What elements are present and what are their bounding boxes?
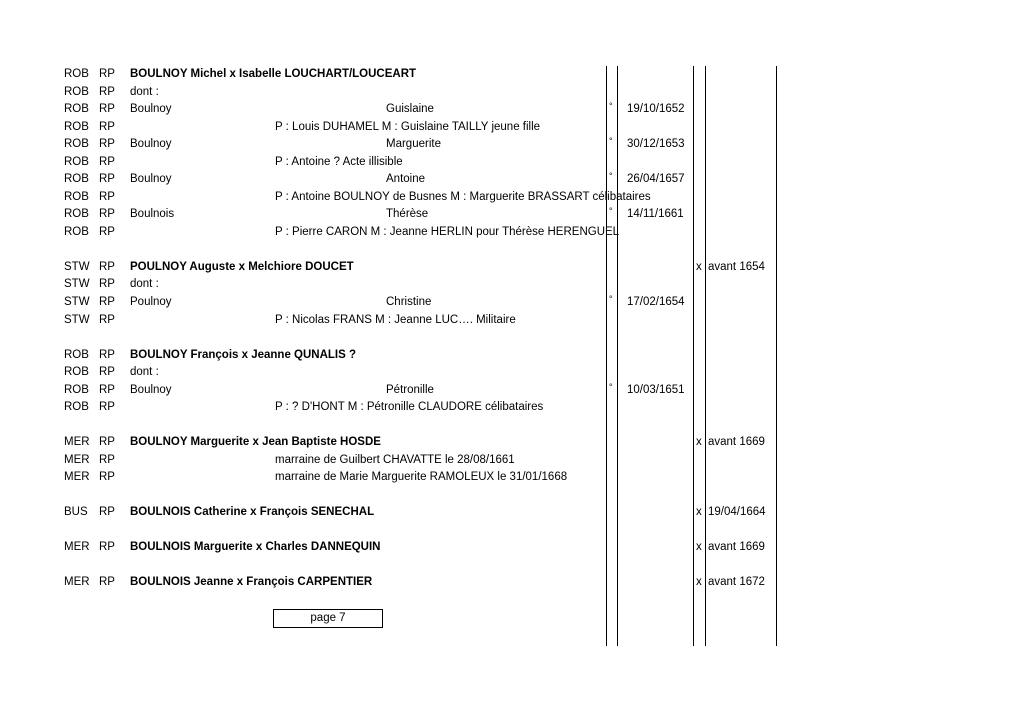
record-note: P : Nicolas FRANS M : Jeanne LUC…. Militaire: [275, 314, 516, 326]
record-rp: RP: [99, 366, 115, 378]
record-note: P : Antoine ? Acte illisible: [275, 156, 403, 168]
record-row: [0, 119, 1024, 136]
record-rp: RP: [99, 138, 115, 150]
record-name: Boulnoy: [130, 103, 172, 115]
record-code: STW: [64, 278, 90, 290]
record-code: STW: [64, 314, 90, 326]
record-rp: RP: [99, 121, 115, 133]
record-name: POULNOY Auguste x Melchiore DOUCET: [130, 261, 354, 273]
marriage-date: avant 1654: [708, 261, 765, 273]
record-rp: RP: [99, 576, 115, 588]
record-code: ROB: [64, 68, 89, 80]
record-row: [0, 294, 1024, 311]
page-number: page 7: [310, 612, 346, 624]
record-rp: RP: [99, 436, 115, 448]
record-rp: RP: [99, 226, 115, 238]
marriage-mark: x: [696, 541, 702, 553]
record-code: ROB: [64, 103, 89, 115]
marriage-date: 19/04/1664: [708, 506, 766, 518]
record-note: P : ? D'HONT M : Pétronille CLAUDORE célibataires: [275, 401, 544, 413]
record-rp: RP: [99, 173, 115, 185]
record-rp: RP: [99, 384, 115, 396]
record-row: [0, 154, 1024, 171]
record-date: 10/03/1651: [627, 384, 685, 396]
record-code: ROB: [64, 156, 89, 168]
record-note: P : Louis DUHAMEL M : Guislaine TAILLY jeune fille: [275, 121, 541, 133]
marriage-mark: x: [696, 261, 702, 273]
record-name: BOULNOY François x Jeanne QUNALIS ?: [130, 349, 357, 361]
record-code: BUS: [64, 506, 88, 518]
record-code: ROB: [64, 208, 89, 220]
record-row: [0, 539, 1024, 556]
record-row: [0, 224, 1024, 241]
record-code: ROB: [64, 191, 89, 203]
record-rp: RP: [99, 296, 115, 308]
record-rp: RP: [99, 314, 115, 326]
record-row: [0, 469, 1024, 486]
record-date: 14/11/1661: [627, 208, 684, 220]
record-name: Poulnoy: [130, 296, 172, 308]
record-date: 30/12/1653: [627, 138, 685, 150]
record-row: [0, 84, 1024, 101]
record-row: [0, 364, 1024, 381]
record-name: dont :: [130, 366, 159, 378]
record-row: [0, 399, 1024, 416]
record-code: STW: [64, 261, 90, 273]
record-first-name: Guislaine: [386, 103, 434, 115]
record-row: [0, 171, 1024, 188]
record-name: dont :: [130, 86, 159, 98]
record-code: ROB: [64, 121, 89, 133]
record-code: ROB: [64, 226, 89, 238]
record-rp: RP: [99, 156, 115, 168]
record-rp: RP: [99, 401, 115, 413]
record-code: ROB: [64, 384, 89, 396]
record-rp: RP: [99, 68, 115, 80]
record-rp: RP: [99, 261, 115, 273]
record-row: [0, 312, 1024, 329]
record-code: MER: [64, 471, 90, 483]
record-row: [0, 434, 1024, 451]
record-name: Boulnoy: [130, 138, 172, 150]
record-row: [0, 101, 1024, 118]
record-row: [0, 136, 1024, 153]
record-rp: RP: [99, 208, 115, 220]
record-rp: RP: [99, 278, 115, 290]
record-name: dont :: [130, 278, 159, 290]
marriage-date: avant 1672: [708, 576, 765, 588]
record-name: BOULNOIS Jeanne x François CARPENTIER: [130, 576, 373, 588]
birth-mark: °: [609, 206, 613, 216]
record-rp: RP: [99, 471, 115, 483]
marriage-mark: x: [696, 506, 702, 518]
record-first-name: Marguerite: [386, 138, 441, 150]
birth-mark: °: [609, 171, 613, 181]
marriage-date: avant 1669: [708, 436, 765, 448]
record-date: 26/04/1657: [627, 173, 685, 185]
record-code: ROB: [64, 401, 89, 413]
record-code: MER: [64, 454, 90, 466]
record-first-name: Pétronille: [386, 384, 434, 396]
record-rp: RP: [99, 191, 115, 203]
record-first-name: Thérèse: [386, 208, 429, 220]
record-code: ROB: [64, 86, 89, 98]
record-rp: RP: [99, 454, 115, 466]
record-row: [0, 189, 1024, 206]
record-code: STW: [64, 296, 90, 308]
record-code: ROB: [64, 173, 89, 185]
record-code: ROB: [64, 366, 89, 378]
record-rp: RP: [99, 349, 115, 361]
record-rp: RP: [99, 86, 115, 98]
record-first-name: Christine: [386, 296, 432, 308]
record-row: [0, 66, 1024, 83]
record-date: 17/02/1654: [627, 296, 685, 308]
record-row: [0, 206, 1024, 223]
record-name: BOULNOY Marguerite x Jean Baptiste HOSDE: [130, 436, 381, 448]
record-code: ROB: [64, 138, 89, 150]
record-code: MER: [64, 436, 90, 448]
record-note: P : Pierre CARON M : Jeanne HERLIN pour Thérèse HERENGUEL: [275, 226, 620, 238]
record-note: P : Antoine BOULNOY de Busnes M : Marguerite BRASSART célibataires: [275, 191, 651, 203]
birth-mark: °: [609, 382, 613, 392]
record-row: [0, 259, 1024, 276]
record-row: [0, 504, 1024, 521]
record-rp: RP: [99, 541, 115, 553]
birth-mark: °: [609, 136, 613, 146]
record-row: [0, 276, 1024, 293]
record-name: BOULNOY Michel x Isabelle LOUCHART/LOUCEART: [130, 68, 417, 80]
record-note: marraine de Marie Marguerite RAMOLEUX le 31/01/1668: [275, 471, 568, 483]
record-code: MER: [64, 541, 90, 553]
record-row: [0, 574, 1024, 591]
record-code: MER: [64, 576, 90, 588]
record-name: BOULNOIS Marguerite x Charles DANNEQUIN: [130, 541, 381, 553]
marriage-date: avant 1669: [708, 541, 765, 553]
marriage-mark: x: [696, 436, 702, 448]
record-row: [0, 347, 1024, 364]
record-rp: RP: [99, 506, 115, 518]
record-code: ROB: [64, 349, 89, 361]
birth-mark: °: [609, 101, 613, 111]
record-name: BOULNOIS Catherine x François SENECHAL: [130, 506, 375, 518]
record-note: marraine de Guilbert CHAVATTE le 28/08/1661: [275, 454, 515, 466]
record-row: [0, 452, 1024, 469]
birth-mark: °: [609, 294, 613, 304]
record-name: Boulnoy: [130, 173, 172, 185]
record-name: Boulnois: [130, 208, 175, 220]
record-first-name: Antoine: [386, 173, 426, 185]
marriage-mark: x: [696, 576, 702, 588]
record-date: 19/10/1652: [627, 103, 685, 115]
record-name: Boulnoy: [130, 384, 172, 396]
page-number-box: [273, 609, 383, 628]
record-rp: RP: [99, 103, 115, 115]
record-row: [0, 382, 1024, 399]
